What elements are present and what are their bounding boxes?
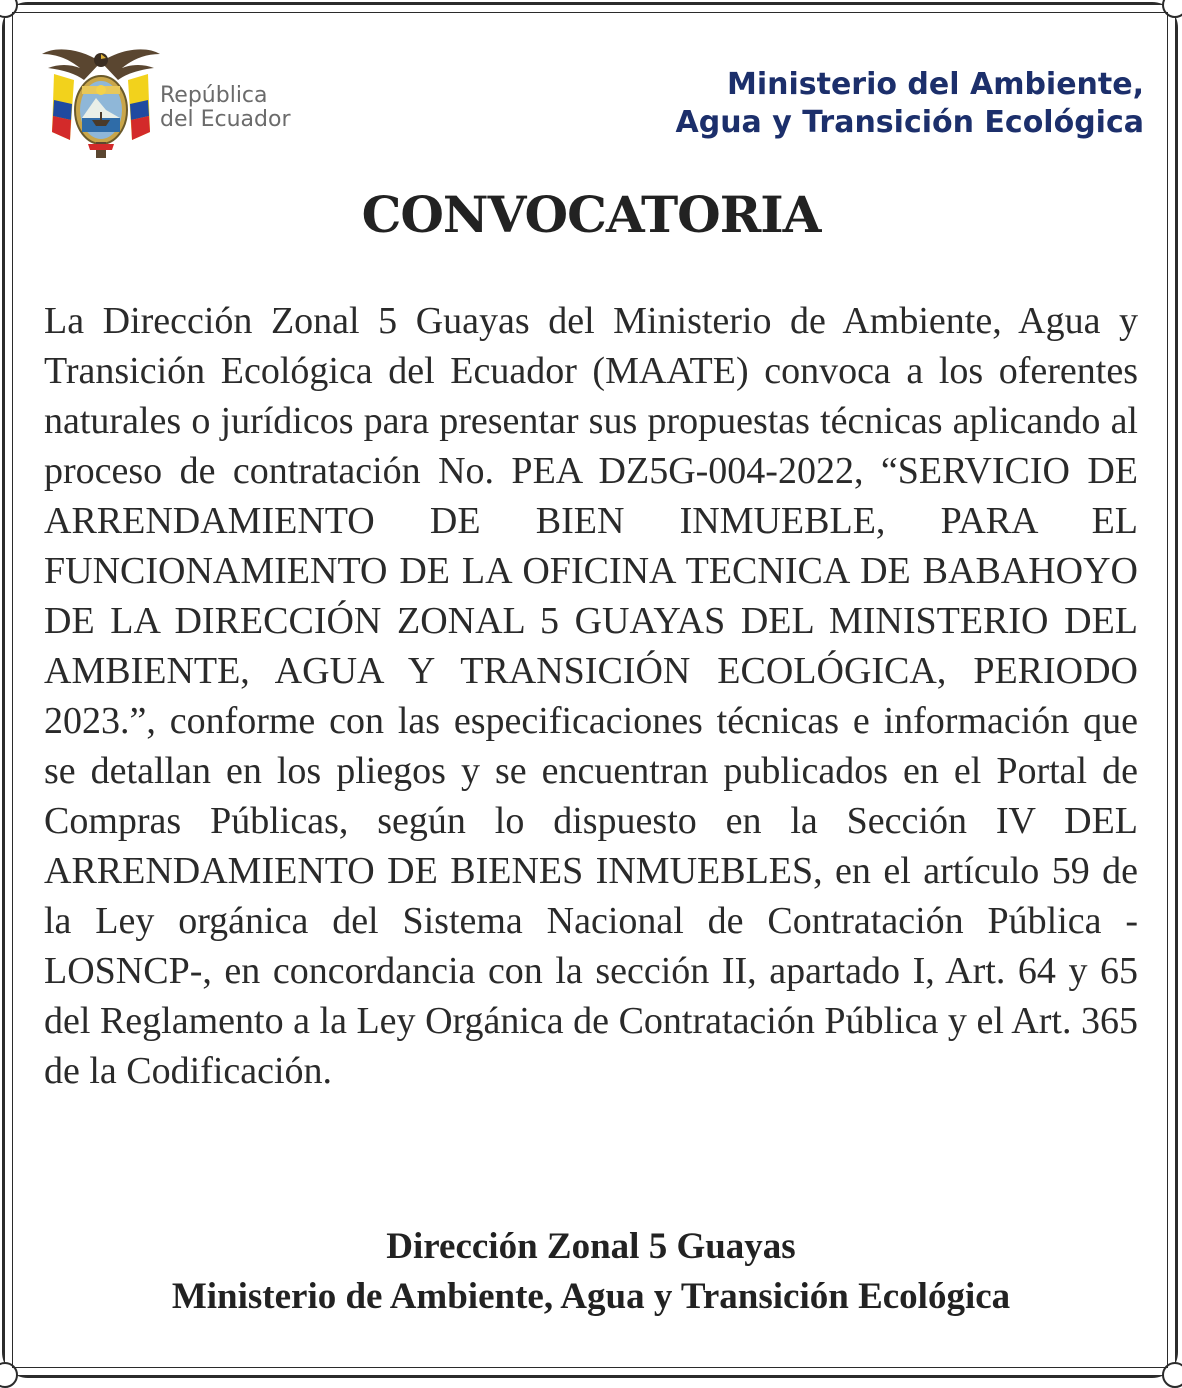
republic-line-2: del Ecuador — [160, 107, 291, 132]
signature-line-2: Ministerio de Ambiente, Agua y Transición Ecológica — [171, 1276, 1011, 1317]
republic-line-1: República — [160, 83, 268, 108]
ministry-wordmark — [676, 66, 1145, 142]
signature-block — [0, 1222, 1182, 1322]
republic-logo — [40, 40, 340, 160]
coat-of-arms-icon — [40, 40, 162, 160]
republic-wordmark — [160, 84, 291, 132]
announcement-body: La Dirección Zonal 5 Guayas del Ministerio de Ambiente, Agua y Transición Ecológica del Ecuador (MAATE) convoca a los oferentes naturales o jurídicos para presentar sus propuestas técnicas aplicando al proceso de contratación No. PEA DZ5G-004-2022, “SERVICIO DE ARRENDAMIENTO DE BIEN INMUEBLE, PARA EL FUNCIONAMIENTO DE LA OFICINA TECNICA DE BABAHOYO DE LA DIRECCIÓN ZONAL 5 GUAYAS DEL MINISTERIO DEL AMBIENTE, AGUA Y TRANSICIÓN ECOLÓGICA, PERIODO 2023.”, conforme con las especificaciones técnicas e información que se detallan en los pliegos y se encuentran publicados en el Portal de Compras Públicas, según lo dispuesto en la Sección IV DEL ARRENDAMIENTO DE BIENES INMUEBLES, en el artículo 59 de la Ley orgánica del Sistema Nacional de Contratación Pública -LOSNCP-, en concordancia con la sección II, apartado I, Art. 64 y 65 del Reglamento a la Ley Orgánica de Contratación Pública y el Art. 365 de la Codificación. — [44, 300, 1138, 1092]
signature-line-1: Dirección Zonal 5 Guayas — [386, 1226, 796, 1267]
document-header — [40, 40, 1144, 160]
page-title: CONVOCATORIA — [361, 185, 821, 244]
ministry-line-2: Agua y Transición Ecológica — [675, 105, 1144, 140]
ministry-line-1: Ministerio del Ambiente, — [726, 67, 1144, 102]
